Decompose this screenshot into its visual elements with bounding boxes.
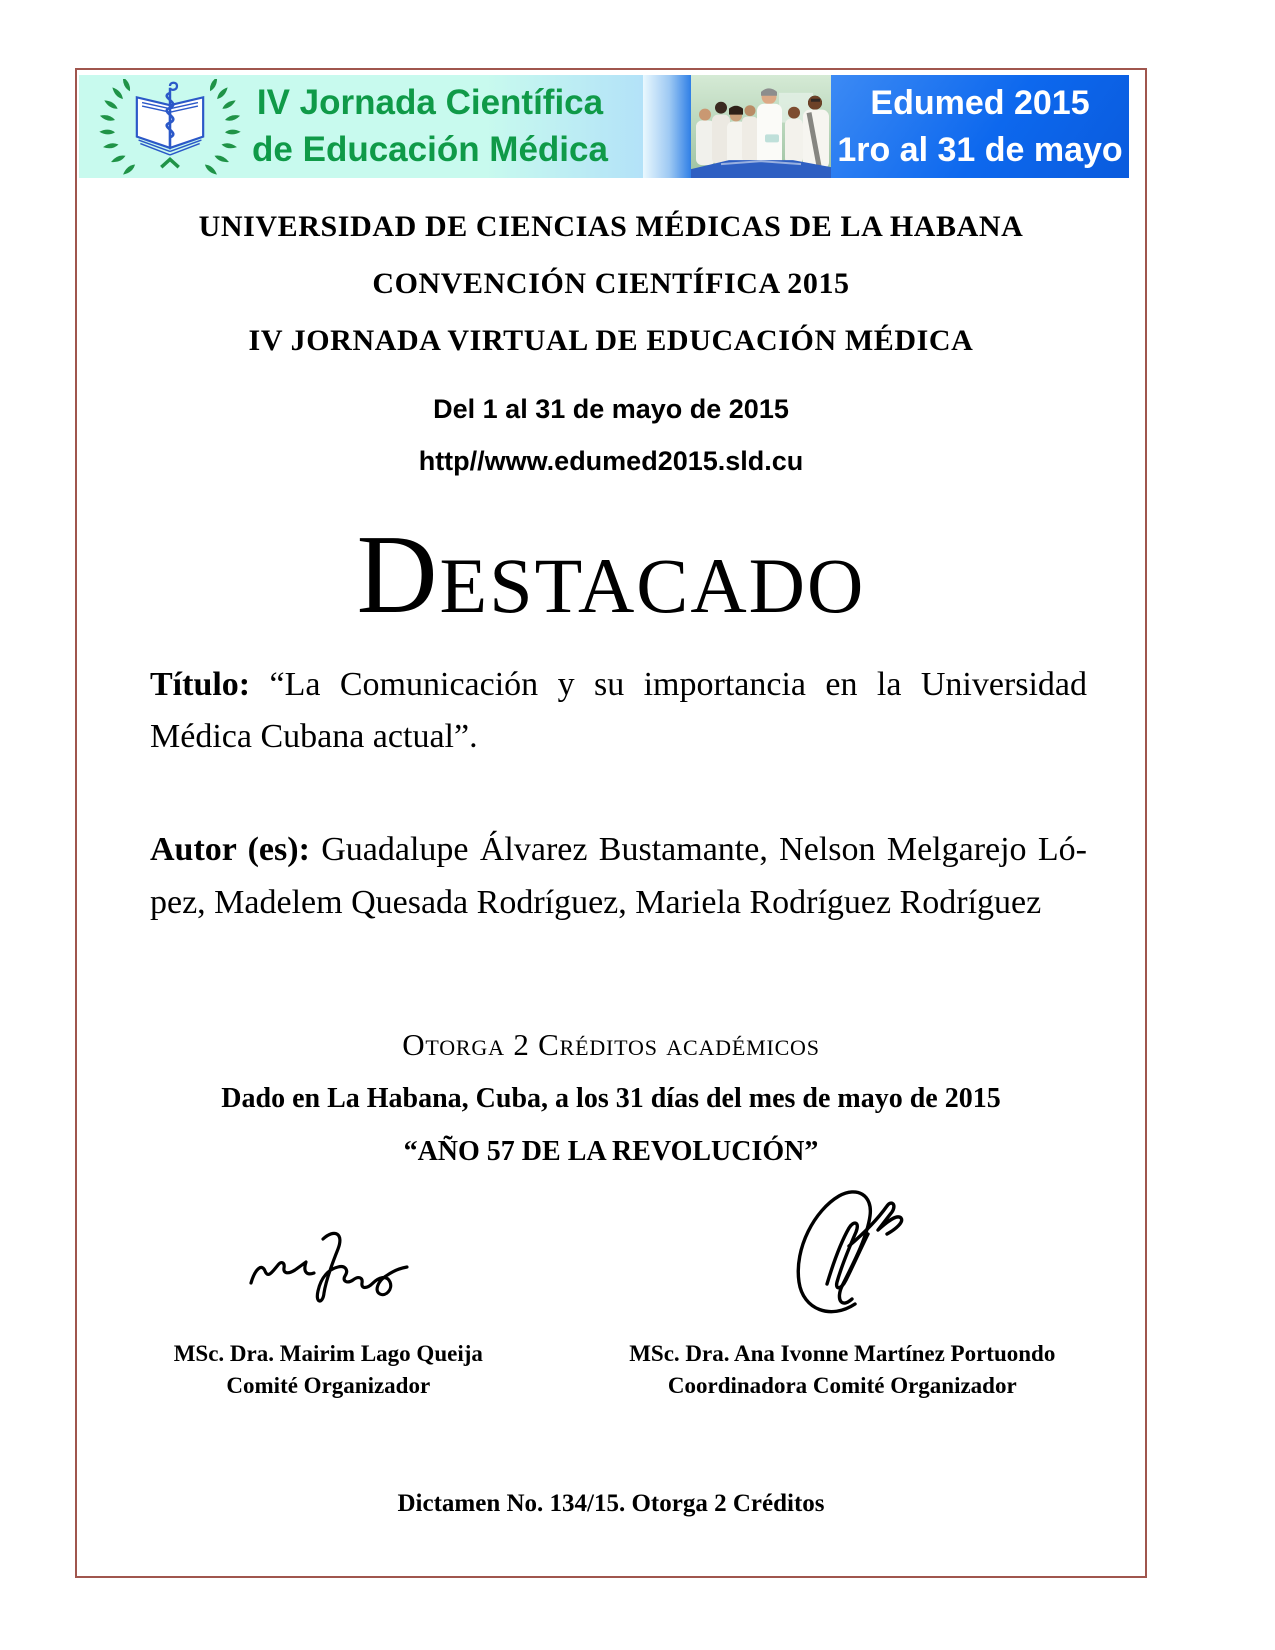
signature-mairim-lago bbox=[243, 1227, 413, 1312]
institution-headings bbox=[77, 210, 1145, 358]
event-title-line2: de Educación Médica bbox=[252, 129, 608, 169]
signer-name-left: MSc. Dra. Mairim Lago Queija bbox=[173, 1341, 483, 1367]
edition-badge-line1: Edumed 2015 bbox=[870, 83, 1090, 122]
authors-text-line1: Guadalupe Álvarez Bustamante, Nelson Melgarejo Ló- bbox=[321, 830, 1087, 868]
banner-gradient-strip bbox=[643, 75, 691, 178]
event-url: http//www.edumed2015.sld.cu bbox=[418, 446, 804, 476]
authors-line2: pez, Madelem Quesada Rodríguez, Mariela Rodríguez Rodríguez bbox=[150, 883, 1042, 921]
certificate-page-border bbox=[75, 68, 1147, 1578]
medical-students-photo bbox=[691, 75, 831, 178]
signature-block-right bbox=[560, 1182, 1125, 1401]
title-paragraph bbox=[150, 659, 1087, 764]
dictamen-line: Dictamen No. 134/15. Otorga 2 Créditos bbox=[397, 1489, 825, 1517]
event-title bbox=[245, 80, 643, 172]
signature-ana-ivonne bbox=[775, 1182, 910, 1320]
signature-caption-right bbox=[629, 1338, 1055, 1401]
title-label: Título: bbox=[150, 665, 251, 703]
edition-badge-line2: 1ro al 31 de mayo bbox=[837, 130, 1123, 169]
banner-left-panel bbox=[79, 75, 643, 178]
edition-badge bbox=[831, 75, 1129, 178]
authors-line1 bbox=[150, 824, 1087, 877]
event-banner bbox=[79, 75, 1129, 178]
signer-role-right: Coordinadora Comité Organizador bbox=[667, 1373, 1017, 1399]
laurel-book-caduceus-logo bbox=[95, 79, 245, 175]
authors-paragraph bbox=[150, 824, 1087, 929]
event-title-line1: IV Jornada Científica bbox=[256, 83, 604, 123]
signatures-row bbox=[77, 1182, 1145, 1401]
title-line2: Médica Cubana actual”. bbox=[150, 718, 478, 756]
authors-label: Autor (es): bbox=[150, 830, 310, 868]
award-heading: Destacado bbox=[356, 513, 866, 637]
event-date-range: Del 1 al 31 de mayo de 2015 bbox=[433, 394, 789, 424]
title-text-line1: “La Comunicación y su importancia en la Universidad bbox=[269, 665, 1087, 703]
event-dates bbox=[77, 394, 1145, 477]
title-line1 bbox=[150, 659, 1087, 712]
signer-role-left: Comité Organizador bbox=[226, 1373, 431, 1399]
event-name: IV JORNADA VIRTUAL DE EDUCACIÓN MÉDICA bbox=[248, 324, 974, 357]
signature-caption-left bbox=[174, 1338, 483, 1401]
credits-line: Otorga 2 Créditos académicos bbox=[402, 1027, 820, 1063]
convention-name: CONVENCIÓN CIENTÍFICA 2015 bbox=[372, 267, 850, 300]
signature-block-left bbox=[97, 1227, 560, 1401]
revolution-year-line: “AÑO 57 DE LA REVOLUCIÓN” bbox=[403, 1136, 819, 1168]
signer-name-right: MSc. Dra. Ana Ivonne Martínez Portuondo bbox=[629, 1341, 1056, 1367]
ceremony-section bbox=[77, 1027, 1145, 1168]
university-name: UNIVERSIDAD DE CIENCIAS MÉDICAS DE LA HABANA bbox=[198, 210, 1024, 243]
place-date-line: Dado en La Habana, Cuba, a los 31 días del mes de mayo de 2015 bbox=[221, 1083, 1001, 1115]
